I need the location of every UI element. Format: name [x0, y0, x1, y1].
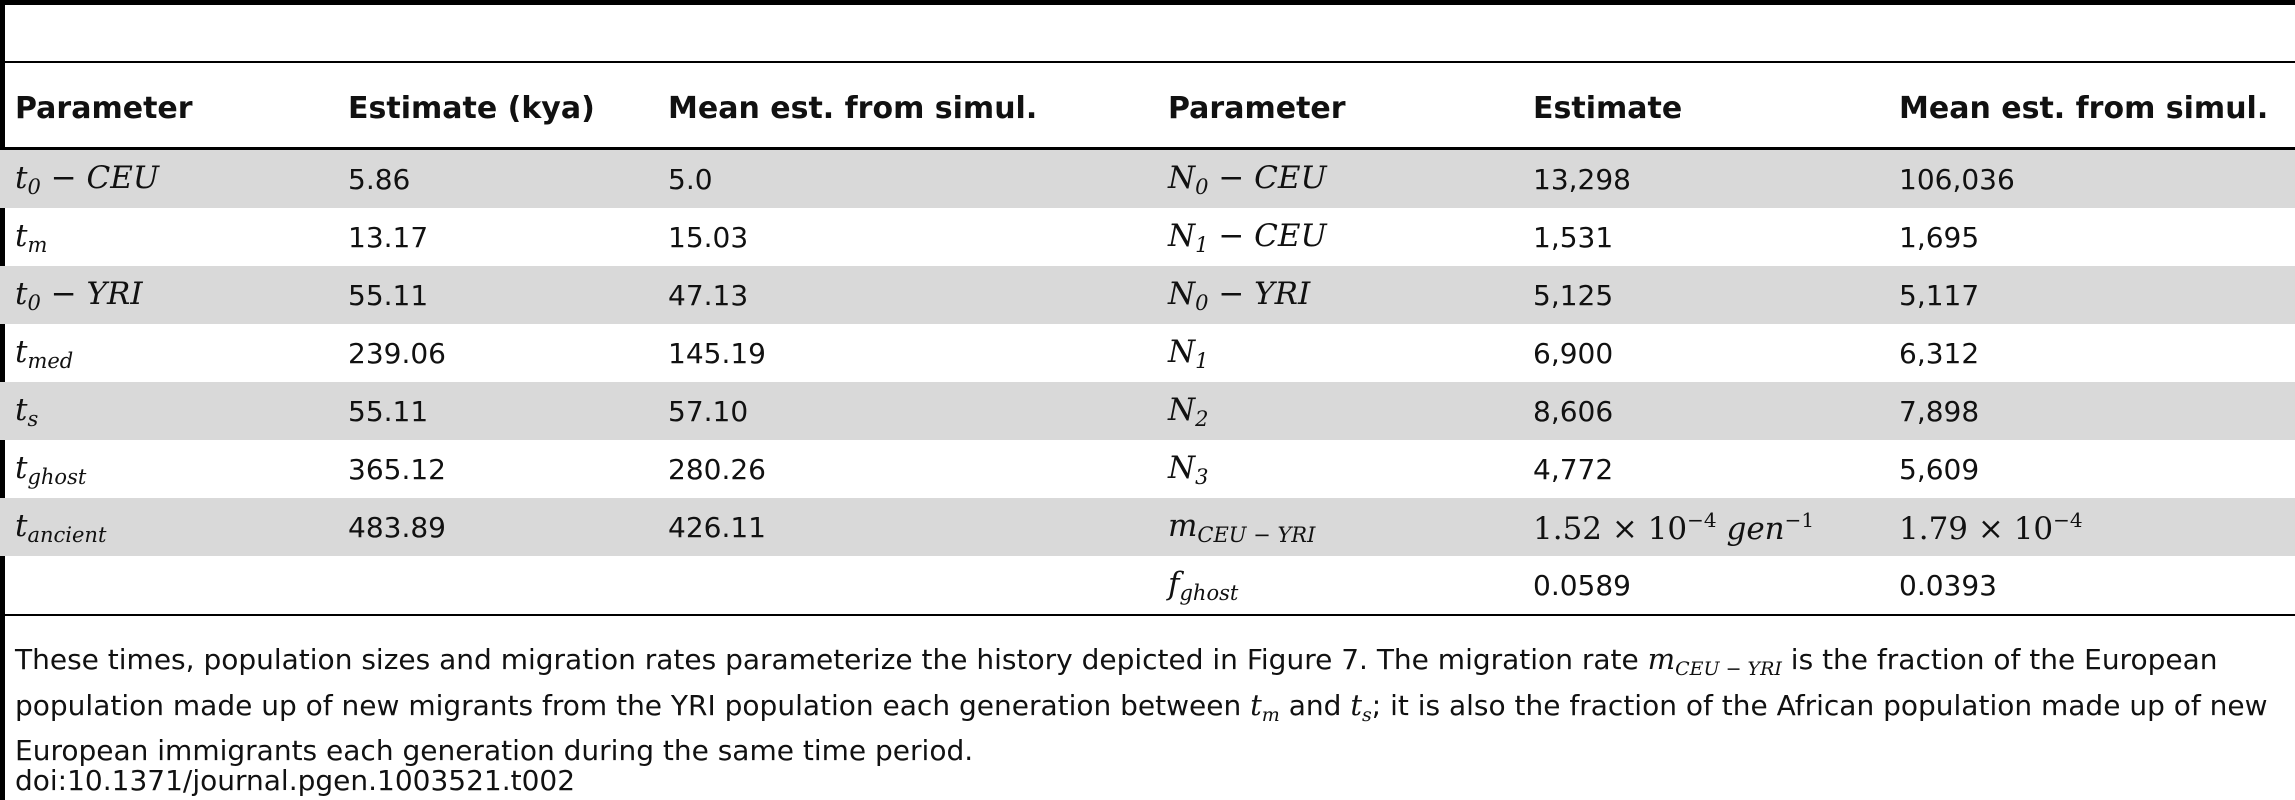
param-cell: $t_0$ − YRI — [0, 266, 348, 324]
table-row — [0, 324, 2295, 382]
mean-cell: 0.0393 — [1899, 556, 2295, 615]
param-cell: $t_{med}$ — [15, 333, 74, 373]
table-row — [0, 556, 2295, 615]
header-estimate-kya: Estimate (kya) — [348, 63, 668, 149]
table-header-row — [0, 63, 2295, 149]
parameter-table-container — [0, 61, 2295, 616]
estimate-cell: 4,772 — [1533, 452, 1614, 486]
table-row — [0, 149, 2295, 209]
mean-cell: 145.19 — [668, 336, 766, 370]
mean-cell: 7,898 — [1899, 382, 2295, 440]
header-parameter-right: Parameter — [1168, 63, 1533, 149]
param-cell: $N_1$ − CEU — [1168, 217, 1327, 257]
table-row — [0, 440, 2295, 498]
estimate-cell: 365.12 — [348, 452, 446, 486]
header-parameter-left: Parameter — [0, 63, 348, 149]
mean-cell: 5,609 — [1899, 452, 1980, 486]
estimate-cell: 0.0589 — [1533, 556, 1899, 615]
param-cell: $N_0$ − CEU — [1168, 149, 1533, 209]
param-cell: $N_0$ − YRI — [1168, 266, 1533, 324]
mean-cell: 1,695 — [1899, 220, 1980, 254]
estimate-cell: 5.86 — [348, 149, 668, 209]
param-cell: $N_1$ — [1168, 333, 1209, 373]
doi-link[interactable]: doi:10.1371/journal.pgen.1003521.t002 — [15, 764, 576, 797]
param-cell: $t_{ghost}$ — [15, 449, 87, 489]
estimate-cell: 239.06 — [348, 336, 446, 370]
param-cell: $t_{ancient}$ — [0, 498, 348, 556]
estimate-cell: 483.89 — [348, 498, 668, 556]
mean-cell: 5,117 — [1899, 266, 2295, 324]
mean-cell: 106,036 — [1899, 149, 2295, 209]
mean-cell: 6,312 — [1899, 336, 1980, 370]
estimate-cell: 13.17 — [348, 220, 429, 254]
empty-cell — [668, 556, 1168, 615]
param-cell: $N_3$ — [1168, 449, 1209, 489]
estimate-cell: 13,298 — [1533, 149, 1899, 209]
estimate-cell: 1,531 — [1533, 220, 1614, 254]
parameter-table — [0, 63, 2295, 616]
param-cell: $t_0$ − CEU — [0, 149, 348, 209]
header-mean-est-right: Mean est. from simul. — [1899, 63, 2295, 149]
table-row — [0, 498, 2295, 556]
empty-cell — [0, 556, 348, 615]
table-row — [0, 208, 2295, 266]
estimate-cell: 6,900 — [1533, 336, 1614, 370]
table-row — [0, 266, 2295, 324]
table-caption: These times, population sizes and migration rates parameterize the history depicted in Figure 7. The migration rate $m_{CEU - YRI}$ is the fraction of the European population made up of new migrants from the YRI population each generation between $t_m$ and $t_s$; it is also the fraction of the African population made up of new European immigrants each generation during the same time period. — [15, 642, 2268, 767]
mean-cell: $1.79 \times 10^{-4}$ — [1899, 498, 2295, 556]
mean-cell: 47.13 — [668, 266, 1168, 324]
table-row — [0, 382, 2295, 440]
header-estimate: Estimate — [1533, 63, 1899, 149]
estimate-cell: 55.11 — [348, 266, 668, 324]
top-border — [0, 0, 2295, 5]
estimate-cell: 8,606 — [1533, 382, 1899, 440]
mean-cell: 426.11 — [668, 498, 1168, 556]
param-cell: $f_{ghost}$ — [1168, 556, 1533, 615]
mean-cell: 15.03 — [668, 220, 749, 254]
param-cell: $t_s$ — [0, 382, 348, 440]
estimate-cell: 55.11 — [348, 382, 668, 440]
param-cell: $t_m$ — [15, 217, 48, 257]
mean-cell: 57.10 — [668, 382, 1168, 440]
param-cell: $m_{CEU - YRI}$ — [1168, 498, 1533, 556]
param-cell: $N_2$ — [1168, 382, 1533, 440]
estimate-cell: $1.52 \times 10^{-4}$ gen$^{-1}$ — [1533, 498, 1899, 556]
estimate-cell: 5,125 — [1533, 266, 1899, 324]
mean-cell: 5.0 — [668, 149, 1168, 209]
empty-cell — [348, 556, 668, 615]
mean-cell: 280.26 — [668, 452, 766, 486]
header-mean-est-left: Mean est. from simul. — [668, 63, 1168, 149]
